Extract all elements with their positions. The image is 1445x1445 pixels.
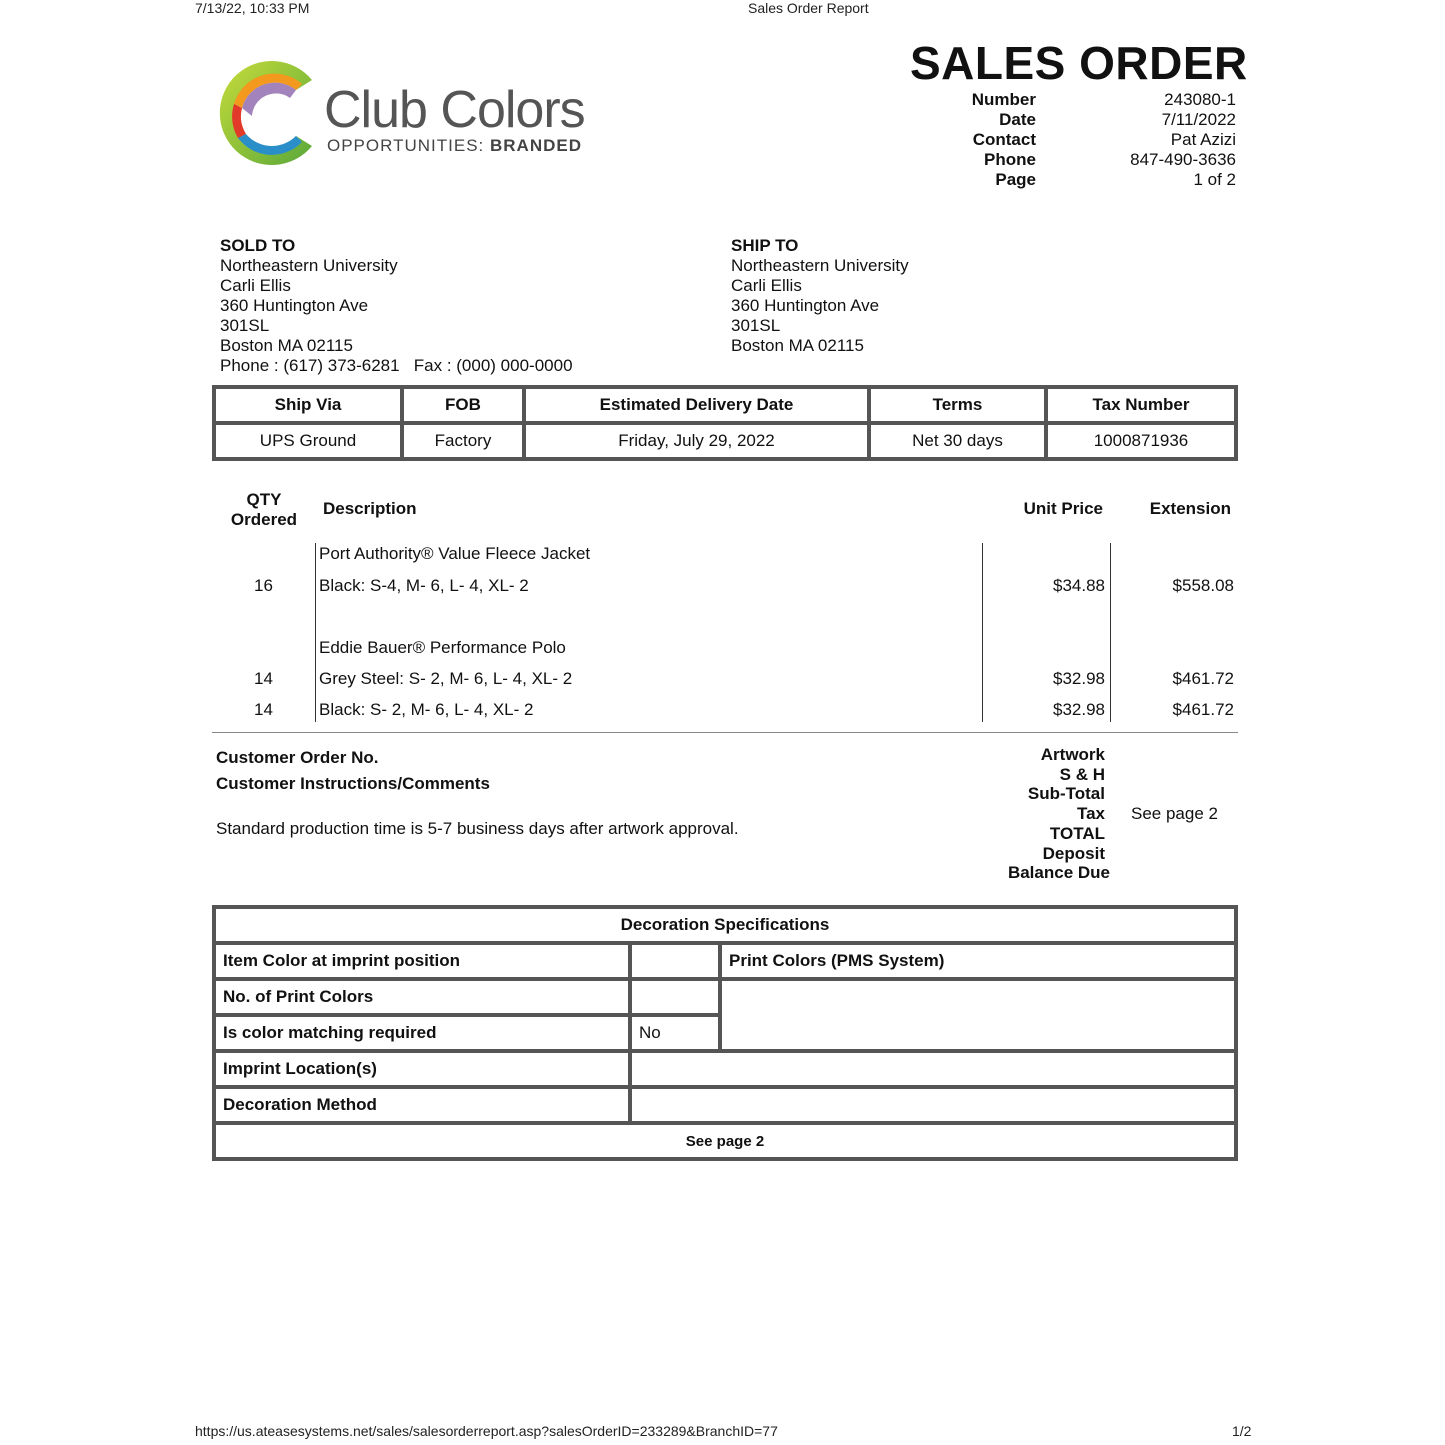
shipping-header-cell: FOB xyxy=(402,387,524,423)
totals-label: Tax xyxy=(1076,804,1105,824)
decoration-specs-table xyxy=(212,905,1238,1161)
logo-tagline xyxy=(327,136,582,156)
totals-labels xyxy=(960,745,1110,883)
unit-price-header: Unit Price xyxy=(1023,499,1103,518)
ship-to-line: 360 Huntington Ave xyxy=(731,296,880,315)
deco-method-label: Decoration Method xyxy=(214,1087,630,1123)
deco-item-color-value xyxy=(630,943,720,979)
sold-to-contact xyxy=(220,356,640,376)
deco-item-color-label: Item Color at imprint position xyxy=(214,943,630,979)
shipping-value-cell: Friday, July 29, 2022 xyxy=(524,423,869,459)
item-description: Black: S- 2, M- 6, L- 4, XL- 2 xyxy=(319,700,534,719)
deco-color-match-label: Is color matching required xyxy=(214,1015,630,1051)
totals-label: Artwork xyxy=(1040,745,1105,764)
shipping-value-row xyxy=(214,423,1236,459)
sold-to-line: Northeastern University xyxy=(220,256,398,275)
print-url[interactable]: https://us.ateasesystems.net/sales/salesorderreport.asp?salesOrderID=233289&BranchID=77 xyxy=(195,1423,778,1439)
deco-row xyxy=(214,943,1236,979)
item-qty: 16 xyxy=(254,576,273,595)
ship-to-line: Northeastern University xyxy=(731,256,909,275)
shipping-value-cell: 1000871936 xyxy=(1046,423,1236,459)
line-item-row xyxy=(212,669,1238,691)
item-description: Grey Steel: S- 2, M- 6, L- 4, XL- 2 xyxy=(319,669,573,688)
deco-title: Decoration Specifications xyxy=(214,907,1236,943)
deco-num-colors-value xyxy=(630,979,720,1015)
item-unit-price: $34.88 xyxy=(1053,576,1105,595)
items-divider xyxy=(212,732,1238,733)
deco-imprint-label: Imprint Location(s) xyxy=(214,1051,630,1087)
sold-to-line: 301SL xyxy=(220,316,270,335)
meta-row xyxy=(886,130,1238,150)
meta-label: Contact xyxy=(972,130,1036,149)
meta-row xyxy=(886,150,1238,170)
line-item-row xyxy=(212,700,1238,722)
shipping-header-cell: Ship Via xyxy=(214,387,402,423)
line-item-row xyxy=(212,544,1238,566)
totals-label: TOTAL xyxy=(1049,823,1105,843)
meta-row xyxy=(886,110,1238,130)
totals-label: Sub-Total xyxy=(1027,784,1105,804)
deco-color-match-value: No xyxy=(630,1015,720,1051)
print-page-number: 1/2 xyxy=(1232,1423,1252,1439)
meta-value: 7/11/2022 xyxy=(1161,110,1236,129)
deco-num-colors-label: No. of Print Colors xyxy=(214,979,630,1015)
ship-to-heading: SHIP TO xyxy=(731,236,799,255)
shipping-value-cell: Net 30 days xyxy=(869,423,1046,459)
meta-label: Phone xyxy=(984,150,1036,169)
meta-value: 847-490-3636 xyxy=(1130,150,1236,169)
sold-to-phone: Phone : (617) 373-6281 xyxy=(220,356,400,375)
shipping-value-cell: UPS Ground xyxy=(214,423,402,459)
customer-instructions-label: Customer Instructions/Comments xyxy=(216,774,490,793)
doc-title: SALES ORDER xyxy=(910,37,1248,89)
deco-row xyxy=(214,979,1236,1015)
meta-label: Date xyxy=(999,110,1036,129)
meta-label: Page xyxy=(995,170,1036,189)
deco-print-colors-label: Print Colors (PMS System) xyxy=(720,943,1236,979)
totals-see-page: See page 2 xyxy=(1131,804,1218,823)
shipping-header-row xyxy=(214,387,1236,423)
sold-to-line: Carli Ellis xyxy=(220,276,291,295)
totals-label: S & H xyxy=(1059,764,1105,784)
ship-to-line: Boston MA 02115 xyxy=(731,336,864,355)
print-page-title: Sales Order Report xyxy=(748,0,869,16)
sold-to-block xyxy=(220,236,640,376)
item-unit-price: $32.98 xyxy=(1053,700,1105,719)
ordered-header-line: Ordered xyxy=(230,510,298,529)
order-meta xyxy=(886,90,1238,190)
deco-row xyxy=(214,1087,1236,1123)
ship-to-line: 301SL xyxy=(731,316,781,335)
totals-label: Deposit xyxy=(1042,843,1105,863)
production-note: Standard production time is 5-7 business days after artwork approval. xyxy=(216,819,739,838)
deco-row xyxy=(214,1051,1236,1087)
column-divider xyxy=(982,543,983,722)
logo-name: Club Colors xyxy=(324,81,585,139)
shipping-value-cell: Factory xyxy=(402,423,524,459)
deco-title-row xyxy=(214,907,1236,943)
column-divider xyxy=(315,543,316,722)
print-datetime: 7/13/22, 10:33 PM xyxy=(195,0,310,16)
qty-ordered-header xyxy=(218,490,310,530)
meta-value: 243080-1 xyxy=(1164,90,1236,109)
sold-to-line: 360 Huntington Ave xyxy=(220,296,369,315)
line-item-row xyxy=(212,638,1238,660)
item-unit-price: $32.98 xyxy=(1053,669,1105,688)
meta-row xyxy=(886,90,1238,110)
deco-see-page: See page 2 xyxy=(214,1123,1236,1159)
sold-to-heading: SOLD TO xyxy=(220,236,296,255)
club-colors-logo xyxy=(212,58,592,168)
line-item-row xyxy=(212,576,1238,598)
meta-row xyxy=(886,170,1238,190)
deco-method-value xyxy=(630,1087,1236,1123)
item-description: Eddie Bauer® Performance Polo xyxy=(319,638,566,657)
item-extension: $461.72 xyxy=(1172,669,1234,688)
shipping-header-cell: Estimated Delivery Date xyxy=(524,387,869,423)
logo-tagline-a: OPPORTUNITIES: xyxy=(327,136,485,155)
shipping-header-cell: Tax Number xyxy=(1046,387,1236,423)
item-qty: 14 xyxy=(254,700,273,719)
item-description: Port Authority® Value Fleece Jacket xyxy=(319,544,591,563)
qty-header-line: QTY xyxy=(246,490,282,509)
deco-imprint-value xyxy=(630,1051,1236,1087)
meta-value: Pat Azizi xyxy=(1170,130,1236,149)
description-header: Description xyxy=(323,499,417,518)
deco-footer-row xyxy=(214,1123,1236,1159)
logo-c-mark-icon xyxy=(212,58,324,168)
totals-label: Balance Due xyxy=(1007,863,1110,883)
extension-header: Extension xyxy=(1149,499,1231,518)
customer-order-label: Customer Order No. xyxy=(216,748,379,767)
ship-to-block xyxy=(731,236,1151,356)
shipping-header-cell: Terms xyxy=(869,387,1046,423)
logo-tagline-b: BRANDED xyxy=(490,136,582,155)
meta-value: 1 of 2 xyxy=(1193,170,1236,189)
item-extension: $461.72 xyxy=(1172,700,1234,719)
sold-to-line: Boston MA 02115 xyxy=(220,336,353,355)
shipping-table xyxy=(212,385,1238,461)
deco-print-colors-value xyxy=(720,979,1236,1051)
meta-label: Number xyxy=(971,90,1036,109)
item-qty: 14 xyxy=(254,669,273,688)
sold-to-fax: Fax : (000) 000-0000 xyxy=(413,356,573,375)
ship-to-line: Carli Ellis xyxy=(731,276,802,295)
item-extension: $558.08 xyxy=(1172,576,1234,595)
item-description: Black: S-4, M- 6, L- 4, XL- 2 xyxy=(319,576,529,595)
column-divider xyxy=(1110,543,1111,722)
